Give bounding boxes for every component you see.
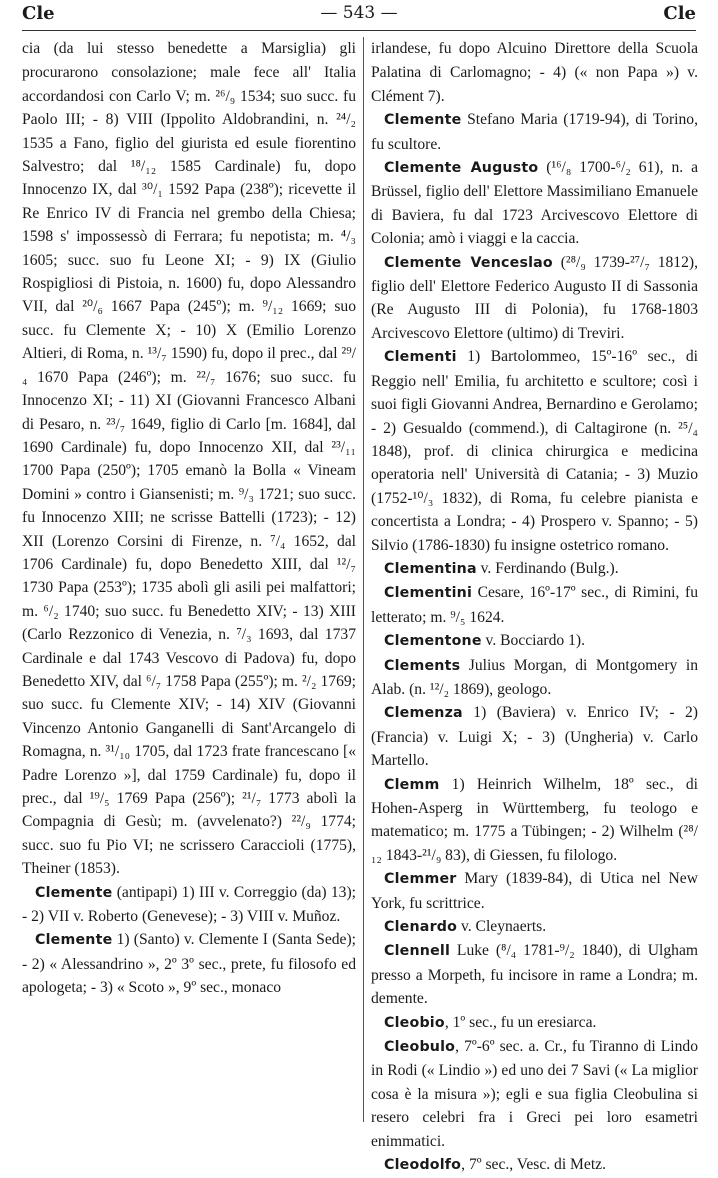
entry-headword: Clemm [384,776,440,793]
entry-headword: Cleobulo [384,1039,456,1056]
header-right-keyword: Cle [663,3,696,24]
entry [371,773,698,868]
entry [371,37,698,108]
entry-text: irlandese, fu dopo Alcuino Direttore della Scuola Palatina di Carlomagno; - 4) (« non Papa ») v. Clément 7). [371,40,698,105]
entry-text: (²⁸/₉ 1739-²⁷/₇ 1812), figlio dell' Elettore Federico Augusto II di Sassonia (Re Augusto III di Polonia), fu 1768-1803 Arcivescovo Elettore (ultimo) di Treviri. [371,253,698,342]
entry-text: , 1º sec., fu un eresiarca. [444,1013,597,1031]
entry [22,928,356,999]
entry-headword: Clemente [35,932,113,949]
entry-headword: Cleodolfo [384,1157,462,1174]
entry [371,1153,698,1177]
right-column [371,37,698,1178]
entry-text: 1) (Santo) v. Clemente I (Santa Sede); - 2) « Alessandrino », 2º 3º sec., prete, fu filosofo ed apologeta; - 3) « Scoto », 9º sec., monaco [22,931,356,997]
entry [371,557,698,581]
page-header [0,0,718,30]
entry-text: Julius Morgan, di Montgomery in Alab. (n. ¹²/₂ 1869), geologo. [371,656,698,698]
entry [22,881,356,929]
entry-text: (¹⁶/₈ 1700-⁶/₂ 61), n. a Brüssel, figlio dell' Elettore Massimiliano Emanuele di Baviera, fu dal 1723 Arcivescovo Elettore di Colonia; amò i viaggi e la caccia. [371,159,698,248]
entry-headword: Clenardo [384,919,458,936]
entry-headword: Clementone [384,633,482,650]
entry-headword: Clemente [384,112,462,129]
entry [371,867,698,915]
entry-text: , 7º-6º sec. a. Cr., fu Tiranno di Lindo in Rodi (« Lindio ») ed uno dei 7 Savi (« La miglior cosa è la misura »); egli e sua figlia Cleobulina si resero celebri fra i Greci pei loro esametri enimmatici. [371,1038,698,1150]
entry-headword: Clements [384,657,461,674]
header-rule [22,30,696,31]
entry [371,701,698,772]
entry-text: 1) (Baviera) v. Enrico IV; - 2) (Francia) v. Luigi X; - 3) (Ungheria) v. Carlo Martello. [371,704,698,770]
entry-text: Luke (⁸/₄ 1781-⁹/₂ 1840), di Ulgham presso a Morpeth, fu incisore in rame a Londra; m. demente. [371,942,698,1008]
entry-headword: Clemmer [384,871,457,888]
entry-text: Mary (1839-84), di Utica nel New York, fu scrittrice. [371,870,698,912]
entry-headword: Clennell [384,943,451,960]
entry [371,654,698,702]
entry [371,915,698,939]
entry-text: , 7º sec., Vesc. di Metz. [461,1156,606,1174]
entry [371,251,698,346]
entry-headword: Clemente Venceslao [384,254,553,271]
entry [371,108,698,156]
entry-headword: Clemente Augusto [384,160,539,177]
entry [371,1035,698,1153]
entry [371,156,698,251]
entry-headword: Clemenza [384,705,463,722]
entry-text: v. Ferdinando (Bulg.). [476,559,619,577]
entry-text: (antipapi) 1) III v. Correggio (da) 13); - 2) VII v. Roberto (Genevese); - 3) VIII v. Muñoz. [22,883,356,926]
entry-text: cia (da lui stesso benedette a Marsiglia) gli procurarono consolazione; male fece all' Italia accordandosi con Carlo V; m. ²⁶/₉ 1534; suo succ. fu Paolo III; - 8) VIII (Ippolito Aldobrandini, n. ²⁴/₂ 1535 a Fano, figlio del giurista ed esule fiorentino Salvestro; dal ¹⁸/₁₂ 1585 Cardinale) fu, dopo Innocenzo IX, dal ³⁰/₁ 1592 Papa (238º); ricevette il Re Enrico IV di Francia nel grembo della Chiesa; 1598 s' impossessò di Ferrara; fu nepotista; m. ⁴/₃ 1605; succ. suo fu Leone XI; - 9) IX (Giulio Rospigliosi di Pistoia, n. 1600) fu, dopo Alessandro VII, dal ²⁰/₆ 1667 Papa (245º); m. ⁹/₁₂ 1669; suo succ. fu Clemente X; - 10) X (Emilio Lorenzo Altieri, di Roma, n. ¹³/₇ 1590) fu, dopo il prec., dal ²⁹/₄ 1670 Papa (246º); m. ²²/₇ 1676; suo succ. fu Innocenzo XI; - 11) XI (Giovanni Francesco Albani di Pesaro, n. ²³/₇ 1649, figlio di Carlo [m. 1684], dal 1690 Cardinale) fu, dopo Innocenzo XII, dal ²³/₁₁ 1700 Papa (250º); 1705 emanò la Bolla « Vineam Domini » contro i Giansenisti; m. ⁹/₃ 1721; suo succ. fu Innocenzo XIII; ne scrisse Battelli (1723); - 12) XII (Lorenzo Corsini di Firenze, n. ⁷/₄ 1652, dal 1706 Cardinale) fu, dopo Benedetto XIII, dal ¹²/₇ 1730 Papa (253º); 1735 abolì gli asili pei malfattori; m. ⁶/₂ 1740; suo succ. fu Benedetto XIV; - 13) XIII (Carlo Rezzonico di Venezia, n. ⁷/₃ 1693, dal 1737 Cardinale e dal 1743 Vescovo di Padova) fu, dopo Benedetto XIV, dal ⁶/₇ 1758 Papa (255º); m. ²/₂ 1769; suo succ. fu Clemente XIV; - 14) XIV (Giovanni Vincenzo Antonio Ganganelli di Sant'Arcangelo di Romagna, n. ³¹/₁₀ 1705, dal 1723 frate francescano [« Padre Lorenzo »], dal 1759 Cardinale) fu, dopo il prec., dal ¹⁹/₅ 1769 Papa (256º); ²¹/₇ 1773 abolì la Compagnia di Gesù; m. (avvelenato?) ²²/₉ 1774; succ. suo fu Pio VI; ne scrissero Caraccioli (1775), Theiner (1853). [22,40,356,878]
entry-text: Cesare, 16º-17º sec., di Rimini, fu letterato; m. ⁹/₅ 1624. [371,584,698,626]
entry-text: Stefano Maria (1719-94), di Torino, fu scultore. [371,111,698,153]
column-divider [363,37,364,1122]
entry-text: v. Bocciardo 1). [481,632,586,650]
entry [371,939,698,1010]
entry-headword: Cleobio [384,1014,445,1031]
entry-headword: Clementina [384,560,477,577]
entry-headword: Clemente [35,884,113,901]
entry [371,1011,698,1035]
entry [371,345,698,557]
entry [371,581,698,629]
entry-text: v. Cleynaerts. [457,918,547,936]
page-number: — 543 — [320,3,398,23]
left-column [22,37,356,1000]
entry-headword: Clementini [384,585,473,602]
entry [22,37,356,881]
entry-text: 1) Heinrich Wilhelm, 18º sec., di Hohen-Asperg in Württemberg, fu teologo e matematico; m. 1775 a Tübingen; - 2) Wilhelm (²⁸/₁₂ 1843-²¹/₉ 83), di Giessen, fu filologo. [371,775,698,864]
entry-text: 1) Bartolommeo, 15º-16º sec., di Reggio nell' Emilia, fu architetto e scultore; così i suoi figli Giovanni Andrea, Bernardino e Gerolamo; - 2) Gesualdo (commend.), di Caltagirone (n. ²⁵/₄ 1848), prof. di clinica chirurgica e medicina operatoria nell' Università di Catania; - 3) Muzio (1752-¹⁰/₃ 1832), di Roma, fu celebre pianista e concertista a Londra; - 4) Prospero v. Spanno; - 5) Silvio (1786-1830) fu insigne ostetrico romano. [371,348,698,554]
header-left-keyword: Cle [22,3,55,24]
entry-headword: Clementi [384,349,457,366]
entry [371,629,698,653]
